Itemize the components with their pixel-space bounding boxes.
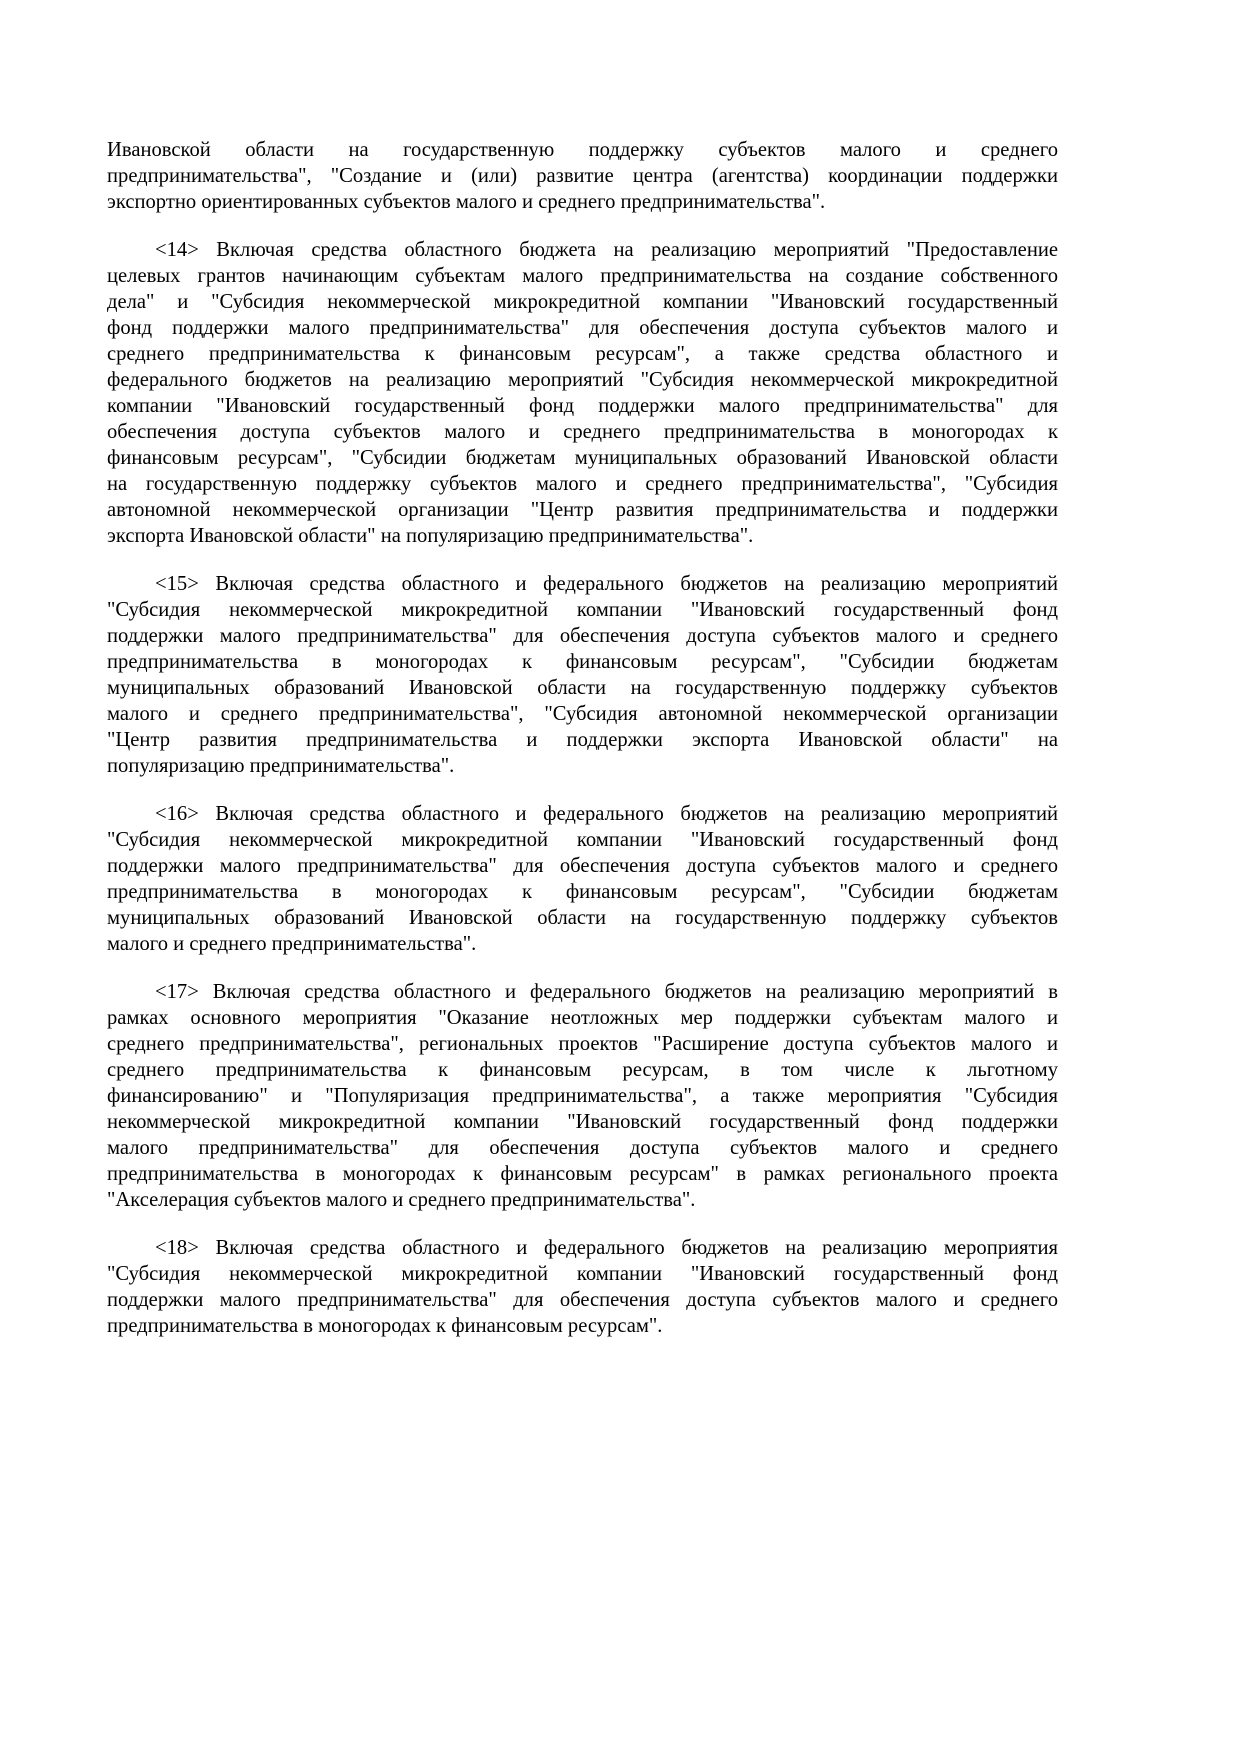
text-line: "Субсидия некоммерческой микрокредитной компании "Ивановский государственный фонд	[107, 599, 1058, 621]
text-line: некоммерческой микрокредитной компании "Ивановский государственный фонд поддержки	[107, 1111, 1058, 1133]
text-line: среднего предпринимательства", региональных проектов "Расширение доступа субъектов малого и	[107, 1033, 1058, 1055]
footnote-paragraph	[107, 571, 1058, 779]
text-line: среднего предпринимательства к финансовым ресурсам, в том числе к льготному	[107, 1059, 1058, 1081]
text-line: целевых грантов начинающим субъектам малого предпринимательства на создание собственного	[107, 265, 1058, 287]
text-line: предпринимательства в моногородах к финансовым ресурсам" в рамках регионального проекта	[107, 1163, 1058, 1185]
document-page	[107, 137, 1058, 1361]
text-line: среднего предпринимательства к финансовым ресурсам", а также средства областного и	[107, 343, 1058, 365]
text-line: Ивановской области на государственную поддержку субъектов малого и среднего	[107, 139, 1058, 161]
text-line: поддержки малого предпринимательства" для обеспечения доступа субъектов малого и среднего	[107, 625, 1058, 647]
text-line: малого предпринимательства" для обеспечения доступа субъектов малого и среднего	[107, 1137, 1058, 1159]
text-line: финансовым ресурсам", "Субсидии бюджетам муниципальных образований Ивановской области	[107, 447, 1058, 469]
text-line: "Субсидия некоммерческой микрокредитной компании "Ивановский государственный фонд	[107, 1263, 1058, 1285]
text-line: малого и среднего предпринимательства", "Субсидия автономной некоммерческой организации	[107, 703, 1058, 725]
text-line: федерального бюджетов на реализацию мероприятий "Субсидия некоммерческой микрокредитной	[107, 369, 1058, 391]
text-line: предпринимательства в моногородах к финансовым ресурсам".	[107, 1315, 663, 1337]
footnote-paragraph	[107, 1235, 1058, 1339]
text-line: предпринимательства в моногородах к финансовым ресурсам", "Субсидии бюджетам	[107, 651, 1058, 673]
text-line: <15> Включая средства областного и федерального бюджетов на реализацию мероприятий	[155, 573, 1058, 595]
text-line: "Центр развития предпринимательства и поддержки экспорта Ивановской области" на	[107, 729, 1058, 751]
footnote-paragraph	[107, 979, 1058, 1213]
text-line: обеспечения доступа субъектов малого и среднего предпринимательства в моногородах к	[107, 421, 1058, 443]
text-line: фонд поддержки малого предпринимательства" для обеспечения доступа субъектов малого и	[107, 317, 1058, 339]
paragraph-continuation	[107, 137, 1058, 215]
text-line: <18> Включая средства областного и федерального бюджетов на реализацию мероприятия	[155, 1237, 1058, 1259]
text-line: муниципальных образований Ивановской области на государственную поддержку субъектов	[107, 907, 1058, 929]
text-line: малого и среднего предпринимательства".	[107, 933, 477, 955]
text-line: экспорта Ивановской области" на популяризацию предпринимательства".	[107, 525, 754, 547]
text-line: компании "Ивановский государственный фонд поддержки малого предпринимательства" для	[107, 395, 1058, 417]
text-line: муниципальных образований Ивановской области на государственную поддержку субъектов	[107, 677, 1058, 699]
footnote-paragraph	[107, 801, 1058, 957]
text-line: популяризацию предпринимательства".	[107, 755, 455, 777]
text-line: финансированию" и "Популяризация предпринимательства", а также мероприятия "Субсидия	[107, 1085, 1058, 1107]
text-line: <16> Включая средства областного и федерального бюджетов на реализацию мероприятий	[155, 803, 1058, 825]
footnote-paragraph	[107, 237, 1058, 549]
text-line: автономной некоммерческой организации "Центр развития предпринимательства и поддержки	[107, 499, 1058, 521]
text-line: поддержки малого предпринимательства" для обеспечения доступа субъектов малого и среднего	[107, 1289, 1058, 1311]
text-line: "Акселерация субъектов малого и среднего предпринимательства".	[107, 1189, 696, 1211]
text-line: предпринимательства в моногородах к финансовым ресурсам", "Субсидии бюджетам	[107, 881, 1058, 903]
text-line: экспортно ориентированных субъектов малого и среднего предпринимательства".	[107, 191, 826, 213]
text-line: предпринимательства", "Создание и (или) развитие центра (агентства) координации поддержки	[107, 165, 1058, 187]
text-line: рамках основного мероприятия "Оказание неотложных мер поддержки субъектам малого и	[107, 1007, 1058, 1029]
text-line: <17> Включая средства областного и федерального бюджетов на реализацию мероприятий в	[155, 981, 1058, 1003]
text-line: на государственную поддержку субъектов малого и среднего предпринимательства", "Субсидия	[107, 473, 1058, 495]
text-line: "Субсидия некоммерческой микрокредитной компании "Ивановский государственный фонд	[107, 829, 1058, 851]
text-line: дела" и "Субсидия некоммерческой микрокредитной компании "Ивановский государственный	[107, 291, 1058, 313]
text-line: <14> Включая средства областного бюджета на реализацию мероприятий "Предоставление	[155, 239, 1058, 261]
text-line: поддержки малого предпринимательства" для обеспечения доступа субъектов малого и среднего	[107, 855, 1058, 877]
